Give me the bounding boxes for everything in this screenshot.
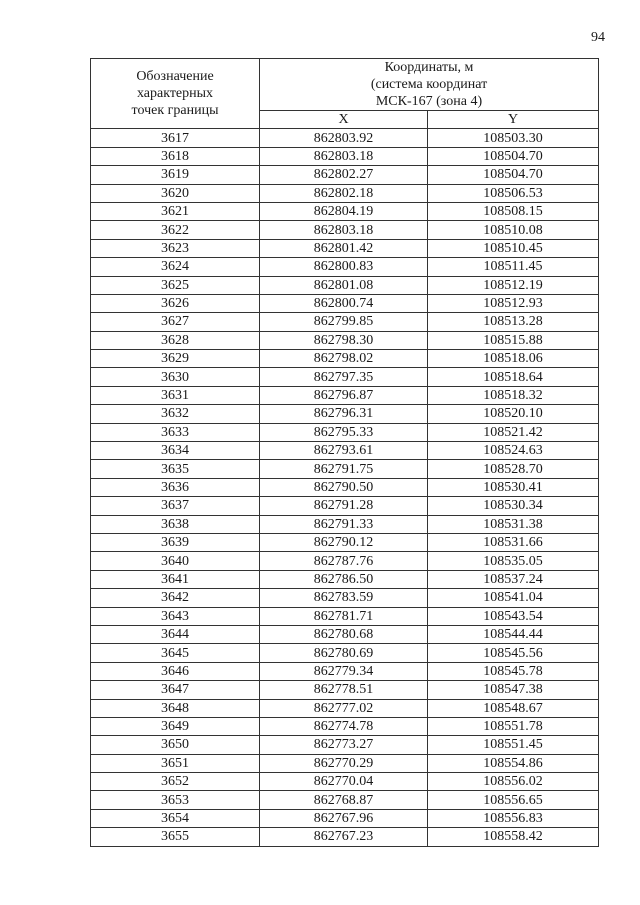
point-id-cell: 3631 (91, 386, 260, 404)
y-coordinate-cell: 108548.67 (428, 699, 599, 717)
y-coordinate-cell: 108518.06 (428, 350, 599, 368)
point-id-cell: 3651 (91, 754, 260, 772)
point-id-cell: 3650 (91, 736, 260, 754)
table-row (91, 313, 599, 331)
point-id-cell: 3633 (91, 423, 260, 441)
table-row (91, 828, 599, 846)
x-coordinate-cell: 862780.69 (260, 644, 428, 662)
x-coordinate-cell: 862790.12 (260, 533, 428, 551)
y-column-header: Y (428, 111, 599, 129)
table-row (91, 147, 599, 165)
y-coordinate-cell: 108513.28 (428, 313, 599, 331)
point-id-cell: 3634 (91, 442, 260, 460)
x-coordinate-cell: 862798.02 (260, 350, 428, 368)
y-coordinate-cell: 108504.70 (428, 166, 599, 184)
table-row (91, 423, 599, 441)
page-number: 94 (591, 30, 605, 45)
y-coordinate-cell: 108510.45 (428, 239, 599, 257)
table-row (91, 202, 599, 220)
table-header (91, 59, 599, 129)
table-row (91, 405, 599, 423)
point-id-cell: 3624 (91, 258, 260, 276)
y-coordinate-cell: 108531.38 (428, 515, 599, 533)
y-coordinate-cell: 108506.53 (428, 184, 599, 202)
y-coordinate-cell: 108556.83 (428, 809, 599, 827)
y-coordinate-cell: 108510.08 (428, 221, 599, 239)
x-coordinate-cell: 862790.50 (260, 478, 428, 496)
x-coordinate-cell: 862781.71 (260, 607, 428, 625)
x-coordinate-cell: 862787.76 (260, 552, 428, 570)
table-row (91, 754, 599, 772)
table-row (91, 791, 599, 809)
point-id-cell: 3622 (91, 221, 260, 239)
y-coordinate-cell: 108518.32 (428, 386, 599, 404)
x-coordinate-cell: 862802.27 (260, 166, 428, 184)
y-coordinate-cell: 108530.34 (428, 497, 599, 515)
point-id-cell: 3629 (91, 350, 260, 368)
x-coordinate-cell: 862802.18 (260, 184, 428, 202)
point-id-cell: 3655 (91, 828, 260, 846)
point-id-cell: 3625 (91, 276, 260, 294)
point-id-cell: 3640 (91, 552, 260, 570)
y-coordinate-cell: 108543.54 (428, 607, 599, 625)
table-row (91, 773, 599, 791)
x-coordinate-cell: 862793.61 (260, 442, 428, 460)
y-coordinate-cell: 108558.42 (428, 828, 599, 846)
y-coordinate-cell: 108524.63 (428, 442, 599, 460)
x-coordinate-cell: 862797.35 (260, 368, 428, 386)
point-id-cell: 3623 (91, 239, 260, 257)
x-coordinate-cell: 862804.19 (260, 202, 428, 220)
point-id-cell: 3636 (91, 478, 260, 496)
point-id-cell: 3632 (91, 405, 260, 423)
point-id-cell: 3620 (91, 184, 260, 202)
x-coordinate-cell: 862798.30 (260, 331, 428, 349)
point-id-cell: 3637 (91, 497, 260, 515)
table-row (91, 350, 599, 368)
x-coordinate-cell: 862795.33 (260, 423, 428, 441)
table-row (91, 552, 599, 570)
table-row (91, 570, 599, 588)
x-coordinate-cell: 862801.08 (260, 276, 428, 294)
table-row (91, 681, 599, 699)
point-id-cell: 3654 (91, 809, 260, 827)
y-coordinate-cell: 108521.42 (428, 423, 599, 441)
designation-header-line: Обозначение (136, 69, 214, 85)
table-row (91, 625, 599, 643)
point-id-cell: 3618 (91, 147, 260, 165)
x-coordinate-cell: 862780.68 (260, 625, 428, 643)
y-coordinate-cell: 108554.86 (428, 754, 599, 772)
table-row (91, 607, 599, 625)
point-id-cell: 3643 (91, 607, 260, 625)
y-coordinate-cell: 108541.04 (428, 589, 599, 607)
x-coordinate-cell: 862783.59 (260, 589, 428, 607)
y-coordinate-cell: 108537.24 (428, 570, 599, 588)
point-id-cell: 3647 (91, 681, 260, 699)
point-id-cell: 3617 (91, 129, 260, 147)
table-row (91, 386, 599, 404)
x-coordinate-cell: 862767.23 (260, 828, 428, 846)
table-row (91, 221, 599, 239)
y-coordinate-cell: 108544.44 (428, 625, 599, 643)
y-coordinate-cell: 108556.65 (428, 791, 599, 809)
y-coordinate-cell: 108535.05 (428, 552, 599, 570)
y-coordinate-cell: 108545.56 (428, 644, 599, 662)
table-row (91, 478, 599, 496)
coordinates-header-line: МСК-167 (зона 4) (375, 94, 483, 109)
x-coordinate-cell: 862796.31 (260, 405, 428, 423)
x-column-header: X (260, 111, 428, 129)
y-coordinate-cell: 108520.10 (428, 405, 599, 423)
x-coordinate-cell: 862767.96 (260, 809, 428, 827)
table-row (91, 515, 599, 533)
y-coordinate-cell: 108545.78 (428, 662, 599, 680)
y-coordinate-cell: 108556.02 (428, 773, 599, 791)
coordinates-header (260, 59, 599, 111)
y-coordinate-cell: 108547.38 (428, 681, 599, 699)
table-row (91, 166, 599, 184)
table-row (91, 809, 599, 827)
y-coordinate-cell: 108518.64 (428, 368, 599, 386)
point-id-cell: 3628 (91, 331, 260, 349)
point-id-cell: 3619 (91, 166, 260, 184)
point-id-cell: 3641 (91, 570, 260, 588)
y-coordinate-cell: 108512.19 (428, 276, 599, 294)
point-id-cell: 3644 (91, 625, 260, 643)
x-coordinate-cell: 862803.92 (260, 129, 428, 147)
table-row (91, 736, 599, 754)
x-coordinate-cell: 862796.87 (260, 386, 428, 404)
y-coordinate-cell: 108512.93 (428, 294, 599, 312)
x-coordinate-cell: 862803.18 (260, 147, 428, 165)
point-id-cell: 3638 (91, 515, 260, 533)
point-id-cell: 3630 (91, 368, 260, 386)
point-id-cell: 3648 (91, 699, 260, 717)
point-id-cell: 3626 (91, 294, 260, 312)
table-row (91, 644, 599, 662)
x-coordinate-cell: 862770.04 (260, 773, 428, 791)
table-row (91, 276, 599, 294)
point-id-cell: 3639 (91, 533, 260, 551)
point-id-cell: 3635 (91, 460, 260, 478)
designation-header-line: характерных (136, 86, 214, 102)
table-row (91, 497, 599, 515)
designation-header (91, 59, 260, 129)
x-coordinate-cell: 862786.50 (260, 570, 428, 588)
table-row (91, 368, 599, 386)
point-id-cell: 3642 (91, 589, 260, 607)
x-coordinate-cell: 862800.74 (260, 294, 428, 312)
x-coordinate-cell: 862770.29 (260, 754, 428, 772)
y-coordinate-cell: 108511.45 (428, 258, 599, 276)
point-id-cell: 3653 (91, 791, 260, 809)
y-coordinate-cell: 108528.70 (428, 460, 599, 478)
point-id-cell: 3649 (91, 717, 260, 735)
table-row (91, 699, 599, 717)
table-row (91, 533, 599, 551)
x-coordinate-cell: 862778.51 (260, 681, 428, 699)
y-coordinate-cell: 108515.88 (428, 331, 599, 349)
y-coordinate-cell: 108551.45 (428, 736, 599, 754)
x-coordinate-cell: 862791.75 (260, 460, 428, 478)
coordinates-header-line: Координаты, м (384, 60, 474, 75)
y-coordinate-cell: 108531.66 (428, 533, 599, 551)
x-coordinate-cell: 862777.02 (260, 699, 428, 717)
point-id-cell: 3645 (91, 644, 260, 662)
boundary-points-table (90, 58, 599, 847)
y-coordinate-cell: 108508.15 (428, 202, 599, 220)
table-row (91, 460, 599, 478)
x-coordinate-cell: 862791.33 (260, 515, 428, 533)
x-coordinate-cell: 862801.42 (260, 239, 428, 257)
table-body (91, 129, 599, 846)
x-coordinate-cell: 862800.83 (260, 258, 428, 276)
table-row (91, 294, 599, 312)
point-id-cell: 3646 (91, 662, 260, 680)
y-coordinate-cell: 108504.70 (428, 147, 599, 165)
y-coordinate-cell: 108530.41 (428, 478, 599, 496)
table-row (91, 239, 599, 257)
y-coordinate-cell: 108503.30 (428, 129, 599, 147)
x-coordinate-cell: 862803.18 (260, 221, 428, 239)
table-row (91, 589, 599, 607)
x-coordinate-cell: 862773.27 (260, 736, 428, 754)
coordinates-header-line: (система координат (370, 77, 488, 92)
x-coordinate-cell: 862791.28 (260, 497, 428, 515)
table-row (91, 662, 599, 680)
x-coordinate-cell: 862774.78 (260, 717, 428, 735)
table-row (91, 258, 599, 276)
table-row (91, 331, 599, 349)
designation-header-line: точек границы (131, 103, 219, 119)
point-id-cell: 3652 (91, 773, 260, 791)
x-coordinate-cell: 862768.87 (260, 791, 428, 809)
table-row (91, 184, 599, 202)
table-row (91, 442, 599, 460)
x-coordinate-cell: 862799.85 (260, 313, 428, 331)
x-coordinate-cell: 862779.34 (260, 662, 428, 680)
table-row (91, 129, 599, 147)
y-coordinate-cell: 108551.78 (428, 717, 599, 735)
point-id-cell: 3627 (91, 313, 260, 331)
point-id-cell: 3621 (91, 202, 260, 220)
table-row (91, 717, 599, 735)
